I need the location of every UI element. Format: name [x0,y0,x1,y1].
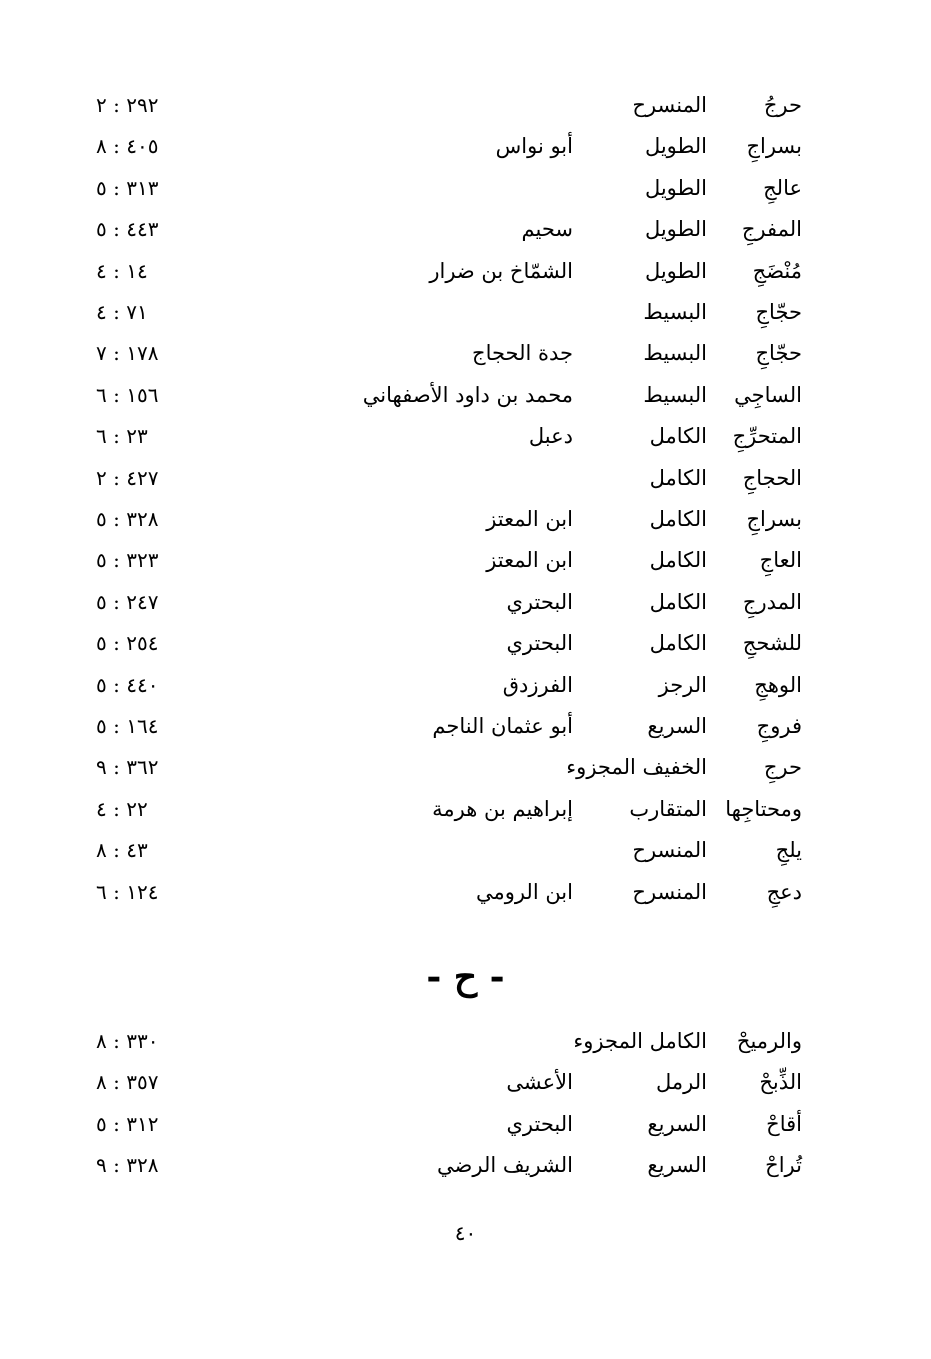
meter-name: الكامل [649,507,707,531]
rhyme-word: عالجِ [763,175,802,200]
meter-name: الكامل [649,589,707,614]
index-row [0,1104,931,1144]
poet-name: ابن المعتز [486,507,573,531]
rhyme-word: تُراحْ [765,1153,802,1178]
meter-name: المنسرح [632,879,707,904]
index-row [0,789,931,829]
volume-page-ref: ١٦٤ : ٥ [96,714,159,738]
index-row [0,872,931,912]
index-row [0,292,931,332]
index-row [0,706,931,746]
index-row [0,623,931,663]
index-row [0,665,931,705]
rhyme-word: الذِّبحْ [759,1070,802,1095]
volume-page-ref: ٢٥٤ : ٥ [96,631,159,656]
section-heading: - ح - [426,956,505,998]
poet-name: الشريف الرضي [437,1153,573,1178]
meter-name: السريع [647,1111,707,1136]
volume-page-ref: ١٥٦ : ٦ [96,382,159,407]
poet-name: أبو نواس [495,134,573,159]
volume-page-ref: ٤٤٣ : ٥ [96,217,159,242]
meter-name: الكامل [649,548,707,573]
volume-page-ref: ٢٢ : ٤ [96,796,148,821]
index-row [0,540,931,580]
meter-name: الكامل [649,424,707,449]
volume-page-ref: ٣٢٣ : ٥ [96,548,159,573]
meter-name: الطويل [644,175,707,200]
index-row [0,458,931,498]
volume-page-ref: ١٤ : ٤ [96,258,148,283]
poet-name: إبراهيم بن هرمة [432,796,573,821]
poet-name: جدة الحجاج [472,341,573,366]
volume-page-ref: ٣٣٠ : ٨ [96,1029,159,1053]
rhyme-word: بسراجِ [746,134,802,159]
rhyme-word: حجّاجِ [755,300,802,324]
poet-name: ابن الرومي [475,879,573,904]
meter-name: الرمل [656,1070,707,1095]
rhyme-word: العاجِ [759,548,802,573]
meter-name: المنسرح [632,93,707,117]
meter-name: الرجز [658,672,707,697]
volume-page-ref: ١٢٤ : ٦ [96,879,159,904]
index-row [0,85,931,125]
index-row [0,168,931,208]
meter-name: المتقارب [629,796,707,821]
volume-page-ref: ٣١٣ : ٥ [96,175,159,200]
index-row [0,333,931,373]
poet-name: البحتري [506,1111,573,1136]
poet-name: البحتري [506,631,573,656]
rhyme-word: حرجِ [763,755,802,780]
rhyme-word: مُنْضَجِ [752,258,802,283]
poet-name: الشمّاخ بن ضرار [429,258,573,283]
index-row [0,375,931,415]
volume-page-ref: ٤٠٥ : ٨ [96,134,159,159]
volume-page-ref: ٤٢٧ : ٢ [96,465,159,490]
rhyme-word: الوهجِ [754,672,802,697]
poet-name: ابن المعتز [486,548,573,573]
rhyme-word: للشحجِ [742,631,802,656]
poet-name: الفرزدق [502,672,573,697]
index-row [0,830,931,870]
rhyme-word: دعجِ [766,879,802,904]
rhyme-word: يلجِ [775,838,802,863]
volume-page-ref: ٣٢٨ : ٩ [96,1153,159,1178]
meter-name: الطويل [644,134,707,159]
volume-page-ref: ٤٤٠ : ٥ [96,672,159,697]
poet-name: أبو عثمان الناجم [432,714,573,738]
index-row [0,747,931,787]
rhyme-word: فروجِ [756,714,802,738]
volume-page-ref: ٣١٢ : ٥ [96,1111,159,1136]
rhyme-word: الحجاجِ [742,465,802,490]
index-row [0,1062,931,1102]
meter-name: البسيط [643,300,707,324]
meter-name: الكامل [649,465,707,490]
volume-page-ref: ٢٤٧ : ٥ [96,589,159,614]
volume-page-ref: ٣٥٧ : ٨ [96,1070,159,1095]
volume-page-ref: ٣٢٨ : ٥ [96,507,159,531]
index-row [0,1145,931,1185]
meter-name: السريع [647,1153,707,1178]
index-row [0,499,931,539]
rhyme-word: الساجِي [734,382,802,407]
volume-page-ref: ٢٩٢ : ٢ [96,93,159,117]
index-row [0,209,931,249]
poet-name: دعبل [528,424,573,449]
volume-page-ref: ٧١ : ٤ [96,300,148,324]
index-row [0,416,931,456]
meter-name: البسيط [643,341,707,366]
meter-name: البسيط [643,382,707,407]
poet-name: البحتري [506,589,573,614]
volume-page-ref: ٤٣ : ٨ [96,838,148,863]
meter-name: الطويل [644,258,707,283]
meter-name: الطويل [644,217,707,242]
rhyme-word: بسراجِ [746,507,802,531]
index-row [0,1021,931,1061]
rhyme-word: حجّاجِ [755,341,802,366]
page-number: ٤٠ [454,1221,477,1245]
meter-name: المنسرح [632,838,707,863]
poet-name: الأعشى [506,1070,573,1095]
index-row [0,251,931,291]
meter-name: السريع [647,714,707,738]
meter-name: الكامل [649,631,707,656]
rhyme-word: والرميحْ [736,1029,802,1053]
poet-name: سحيم [521,217,573,242]
rhyme-word: ومحتاجِها [725,796,802,821]
meter-name: الكامل المجزوء [573,1029,707,1053]
index-row [0,582,931,622]
rhyme-word: المفرجِ [741,217,802,242]
rhyme-word: حرجُ [763,93,802,117]
meter-name: الخفيف المجزوء [566,755,707,780]
index-row [0,126,931,166]
volume-page-ref: ٣٦٢ : ٩ [96,755,159,780]
volume-page-ref: ١٧٨ : ٧ [96,341,159,366]
poet-name: محمد بن داود الأصفهاني [362,382,573,407]
rhyme-word: المتحرِّجِ [732,424,802,449]
volume-page-ref: ٢٣ : ٦ [96,424,148,449]
rhyme-word: المدرجِ [742,589,802,614]
rhyme-word: أقاحْ [766,1111,802,1136]
